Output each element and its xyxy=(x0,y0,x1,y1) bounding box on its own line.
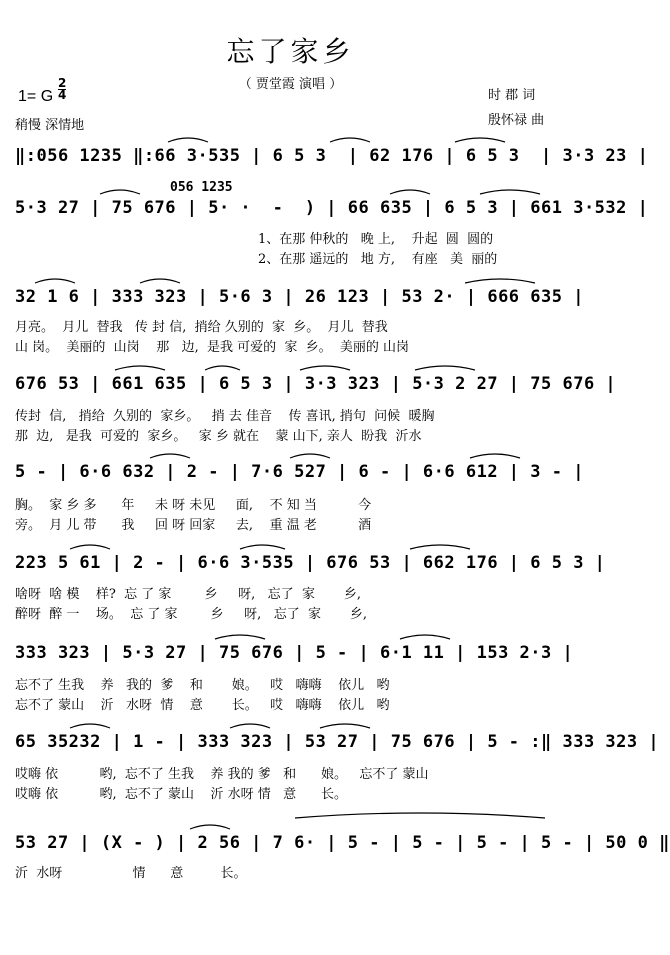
slur-mark xyxy=(35,279,75,283)
score-line-9: 53 27 | (X - ) | 2 56 | 7 6· | 5 - | 5 - | 5 - | 5 - | 50 0 ‖ xyxy=(15,833,670,853)
slur-mark xyxy=(390,190,430,194)
lyric-row-1b: 2、在那 遥远的 地 方, 有座 美 丽的 xyxy=(258,252,498,267)
key-signature: 1= G xyxy=(18,88,54,105)
slur-mark xyxy=(465,279,535,283)
slur-mark xyxy=(320,724,370,728)
score-line-4: 676 53 | 661 635 | 6 5 3 | 3·3 323 | 5·3 2 27 | 75 676 | xyxy=(15,374,617,394)
slur-mark xyxy=(230,724,270,728)
intro-notes: 056 1235 xyxy=(170,180,233,195)
score-line-8: 65 35232 | 1 - | 333 323 | 53 27 | 75 676 | 5 - :‖ 333 323 | xyxy=(15,732,660,752)
slur-mark xyxy=(190,825,230,829)
lyric-row-4a: 胸。 家 乡 多 年 未 呀 未见 面, 不 知 当 今 xyxy=(15,498,372,513)
lyricist-credit: 时 郡 词 xyxy=(488,88,536,103)
slur-mark xyxy=(70,545,110,549)
slur-mark xyxy=(205,366,240,370)
lyric-row-6a: 忘不了 生我 养 我的 爹 和 娘。 哎 嗨嗨 依儿 哟 xyxy=(15,678,390,693)
slur-mark xyxy=(115,366,165,370)
tie-mark xyxy=(295,813,545,818)
score-line-6: 223 5 61 | 2 - | 6·6 3·535 | 676 53 | 662 176 | 6 5 3 | xyxy=(15,553,606,573)
slur-mark xyxy=(290,454,330,458)
lyric-row-5b: 醉呀 醉 一 场。 忘 了 家 乡 呀, 忘了 家 乡, xyxy=(15,607,368,622)
score-line-1: ‖:056 1235 ‖:66 3·535 | 6 5 3 | 62 176 | 6 5 3 | 3·3 23 | xyxy=(15,146,649,166)
lyric-row-1a: 1、在那 仲秋的 晚 上, 升起 圆 圆的 xyxy=(258,232,494,247)
meter-top: 2 xyxy=(58,76,67,90)
slur-mark xyxy=(150,454,190,458)
lyric-row-3a: 传封 信, 捎给 久别的 家乡。 捎 去 佳音 传 喜讯, 捎句 问候 暖胸 xyxy=(15,409,435,424)
lyric-row-2a: 月亮。 月儿 替我 传 封 信, 捎给 久别的 家 乡。 月儿 替我 xyxy=(15,320,388,335)
score-line-5: 5 - | 6·6 632 | 2 - | 7·6 527 | 6 - | 6·6 612 | 3 - | xyxy=(15,462,584,482)
lyric-row-8a: 沂 水呀 情 意 长。 xyxy=(15,866,247,881)
slur-mark xyxy=(455,138,505,142)
tempo-marking: 稍慢 深情地 xyxy=(15,118,85,133)
slur-mark xyxy=(215,635,265,639)
slur-mark xyxy=(140,279,180,283)
slur-mark xyxy=(415,366,475,370)
slur-mark xyxy=(400,635,450,639)
lyric-row-7a: 哎嗨 依 哟, 忘不了 生我 养 我的 爹 和 娘。 忘不了 蒙山 xyxy=(15,767,429,782)
score-line-2: 5·3 27 | 75 676 | 5· · - ) | 66 635 | 6 5 3 | 661 3·532 | xyxy=(15,198,649,218)
score-line-7: 333 323 | 5·3 27 | 75 676 | 5 - | 6·1 11 | 153 2·3 | xyxy=(15,643,574,663)
slur-mark xyxy=(70,724,110,728)
performer-credit: （ 贾堂霞 演唱 ） xyxy=(238,77,343,92)
lyric-row-5a: 啥呀 啥 模 样? 忘 了 家 乡 呀, 忘了 家 乡, xyxy=(15,587,361,602)
slur-mark xyxy=(300,366,350,370)
slur-mark xyxy=(330,138,370,142)
lyric-row-3b: 那 边, 是我 可爱的 家乡。 家 乡 就在 蒙 山下, 亲人 盼我 沂水 xyxy=(15,429,422,444)
slur-mark xyxy=(470,454,520,458)
slur-mark xyxy=(410,545,470,549)
score-line-3: 32 1 6 | 333 323 | 5·6 3 | 26 123 | 53 2· | 666 635 | xyxy=(15,287,584,307)
slur-mark xyxy=(240,545,285,549)
slur-mark xyxy=(480,190,540,194)
slur-mark xyxy=(168,138,208,142)
song-title: 忘了家乡 xyxy=(226,35,355,68)
lyric-row-7b: 哎嗨 依 哟, 忘不了 蒙山 沂 水呀 情 意 长。 xyxy=(15,787,347,802)
lyric-row-6b: 忘不了 蒙山 沂 水呀 情 意 长。 哎 嗨嗨 依儿 哟 xyxy=(15,698,390,713)
composer-credit: 殷怀禄 曲 xyxy=(488,113,545,128)
slur-mark xyxy=(100,190,140,194)
lyric-row-2b: 山 岗。 美丽的 山岗 那 边, 是我 可爱的 家 乡。 美丽的 山岗 xyxy=(15,340,410,355)
meter-bottom: 4 xyxy=(58,88,67,102)
lyric-row-4b: 旁。 月 儿 带 我 回 呀 回家 去, 重 温 老 酒 xyxy=(15,518,372,533)
